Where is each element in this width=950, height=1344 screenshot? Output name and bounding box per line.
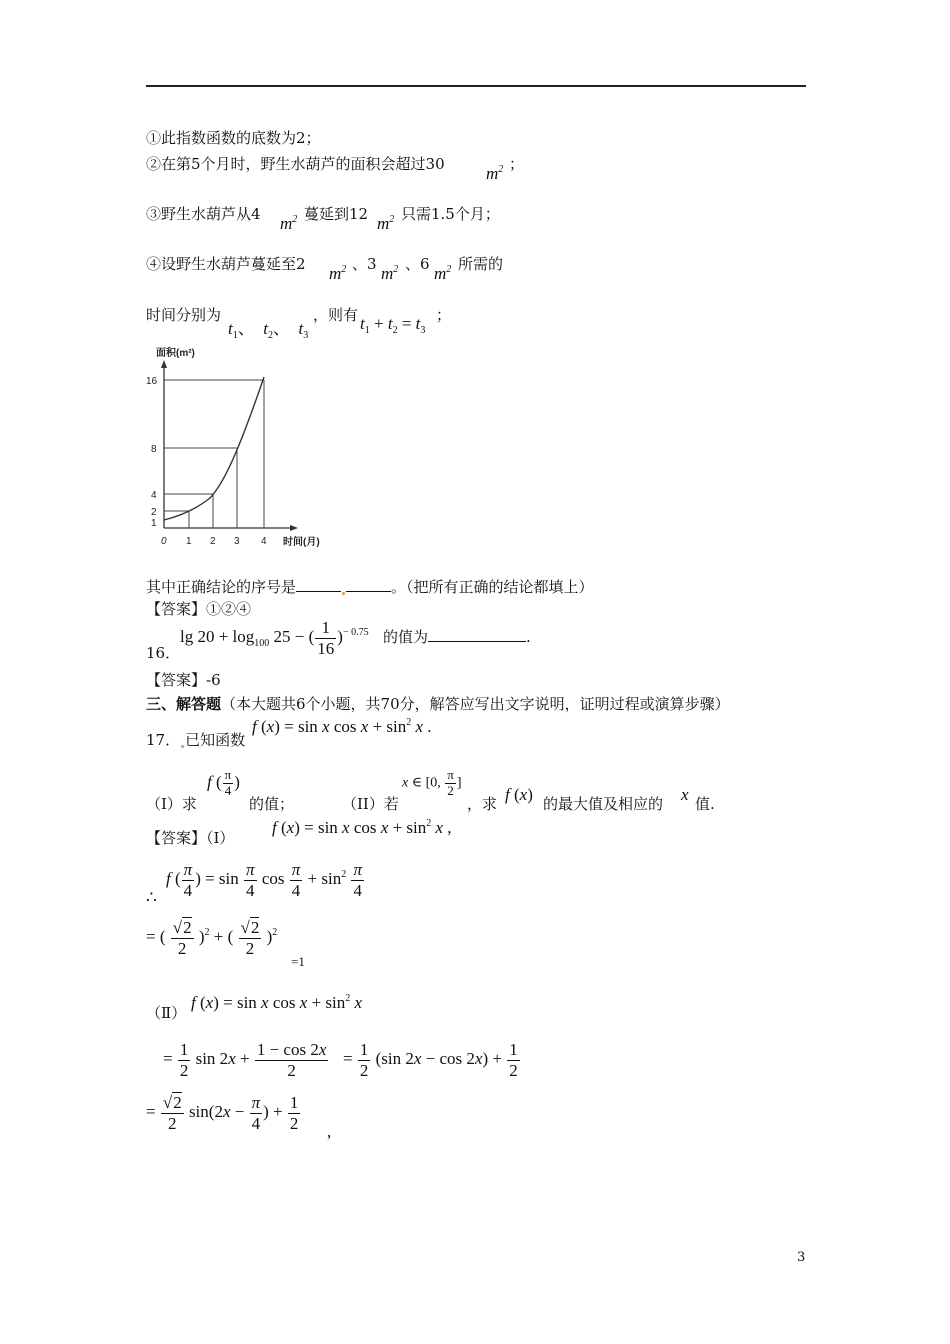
ytick-8: 8 bbox=[151, 444, 157, 455]
statement-4-c: 、6 bbox=[405, 255, 430, 273]
statement-3-c: 只需1.5个月； bbox=[401, 205, 500, 223]
unit-m2: $m^2$ bbox=[381, 264, 399, 283]
y-axis-arrow bbox=[161, 360, 167, 368]
xtick-0: 0 bbox=[161, 536, 167, 547]
page-number: 3 bbox=[797, 1250, 806, 1265]
q16-answer-label: 【答案】 bbox=[146, 671, 207, 689]
statement-2 bbox=[146, 153, 445, 174]
step-3: = $\frac{1}{2}$ sin 2x + $\frac{1 - \cos 2x}{2}$ bbox=[163, 1040, 327, 1080]
statement-4-d: 所需的 bbox=[458, 255, 504, 273]
graph-ylabel: 面积(m²) bbox=[156, 348, 195, 359]
q17-part1-suffix: 的值； bbox=[249, 795, 295, 813]
q17-part2-suffix: 的最大值及相应的 bbox=[543, 795, 664, 813]
statement-5-b: ，则有 bbox=[313, 306, 359, 324]
statement-2-text: ②在第5个月时，野生水葫芦的面积会超过30 bbox=[146, 155, 445, 173]
unit-m2: $m^2$ bbox=[280, 214, 298, 233]
q15-prompt: 其中正确结论的序号是 bbox=[146, 578, 297, 596]
q17-part1-label: （Ⅰ）求 bbox=[146, 795, 197, 813]
section-3-heading bbox=[146, 693, 730, 714]
section-3-desc: （本大题共6个小题，共70分，解答应写出文字说明，证明过程或演算步骤） bbox=[221, 695, 730, 713]
time-vars: $t_1$、 $t_2$、 $t_3$ bbox=[228, 319, 309, 341]
q16-suffix-line: 的值为 . bbox=[383, 628, 531, 646]
mark-dot bbox=[181, 745, 184, 748]
xtick-1: 1 bbox=[186, 536, 192, 547]
part2-function: f (x) = sin x $\cos x + \sin^2 x$ bbox=[191, 993, 363, 1012]
mark-dot bbox=[342, 592, 345, 595]
xtick-4: 4 bbox=[261, 536, 267, 547]
q17-number: 17． bbox=[146, 731, 181, 749]
step-4: = $\frac{1}{2}$ (sin 2x − cos 2x) + $\frac{1}{2}$ bbox=[343, 1040, 518, 1080]
q17-function: f (x) = sin x $\cos x + \sin^2 x$ . bbox=[252, 717, 432, 736]
answer-blank bbox=[346, 591, 391, 592]
header-rule bbox=[146, 85, 806, 87]
section-3-title: 三、解答题 bbox=[146, 695, 222, 713]
statement-3-a: ③野生水葫芦从4 bbox=[146, 205, 261, 223]
step-1: f ( $\frac{\pi}{4}$ ) = sin $\frac{\pi}{4}$ cos $\frac{\pi}{4}$ + $\sin^2$ $\frac{\pi}{4}$ bbox=[166, 860, 362, 900]
q15-suffix: 。（把所有正确的结论都填上） bbox=[391, 578, 594, 596]
step-5-comma: , bbox=[327, 1122, 332, 1141]
ytick-16: 16 bbox=[146, 376, 158, 387]
q17-answer-label: 【答案】（Ⅰ） bbox=[146, 829, 235, 847]
step-5: = $\frac{√2}{2}$ sin(2x − $\frac{\pi}{4}$ ) + $\frac{1}{2}$ bbox=[146, 1093, 299, 1133]
q16-suffix: 的值为 bbox=[383, 628, 429, 646]
answer-function: f (x) = sin x $\cos x + \sin^2 x$ , bbox=[272, 818, 452, 837]
area-time-graph bbox=[140, 342, 340, 557]
q17-part2-end: 值. bbox=[695, 795, 715, 813]
q17-part2-label: （II）若 bbox=[342, 795, 399, 813]
statement-2-end: ； bbox=[509, 155, 525, 173]
q15-answer: 【答案】①②④ bbox=[146, 600, 252, 618]
ytick-1: 1 bbox=[151, 518, 157, 529]
statement-4-b: 、3 bbox=[352, 255, 377, 273]
q17-part2-mid: ，求 bbox=[467, 795, 498, 813]
step-2: = ( $\frac{√2}{2}$ )$^2$ + ( $\frac{√2}{2}$ )$^2$ bbox=[146, 918, 278, 958]
unit-m2: $m^2$ bbox=[377, 214, 395, 233]
xtick-2: 2 bbox=[210, 536, 216, 547]
q15-line bbox=[146, 576, 594, 597]
ytick-2: 2 bbox=[151, 507, 157, 518]
q16-number: 16． bbox=[146, 644, 181, 662]
step-2-result: =1 bbox=[291, 954, 305, 969]
graph-xlabel: 时间(月) bbox=[283, 537, 320, 548]
answer-blank bbox=[428, 641, 526, 642]
statement-3-b: 蔓延到12 bbox=[304, 205, 369, 223]
q17-part2-answer-label: （Ⅱ） bbox=[146, 1004, 187, 1022]
statement-5-end: ； bbox=[436, 306, 452, 324]
time-equation: $t_1 + t_2 = t_3$ bbox=[360, 314, 426, 336]
therefore: ∴ bbox=[146, 888, 157, 907]
statement-1: ①此指数函数的底数为2； bbox=[146, 129, 321, 147]
q16-expression: $\lg 20 + \log_{100} 25$ − ( $\frac{1}{16}$ )$^{- 0.75}$ bbox=[180, 618, 369, 658]
unit-m2: $m^2$ bbox=[486, 164, 504, 183]
unit-m2: $m^2$ bbox=[434, 264, 452, 283]
f-of-x: f (x) bbox=[505, 785, 533, 804]
f-pi-over-4: f ( $\frac{\pi}{4}$ ) bbox=[207, 767, 240, 798]
q16-answer bbox=[146, 669, 221, 690]
statement-4-a: ④设野生水葫芦蔓延至2 bbox=[146, 255, 306, 273]
q16-answer-value: -6 bbox=[206, 671, 221, 689]
x-axis-arrow bbox=[290, 525, 298, 531]
q17-intro: 已知函数 bbox=[185, 731, 246, 749]
guide-lines bbox=[164, 380, 264, 528]
q17-stem bbox=[146, 729, 245, 750]
unit-m2: $m^2$ bbox=[329, 264, 347, 283]
ytick-4: 4 bbox=[151, 490, 157, 501]
statement-5-a: 时间分别为 bbox=[146, 306, 222, 324]
x-var: x bbox=[681, 785, 689, 804]
x-interval: x ∈ [0, $\frac{\pi}{2}$ ] bbox=[402, 767, 462, 798]
answer-blank bbox=[296, 591, 341, 592]
xtick-3: 3 bbox=[234, 536, 240, 547]
